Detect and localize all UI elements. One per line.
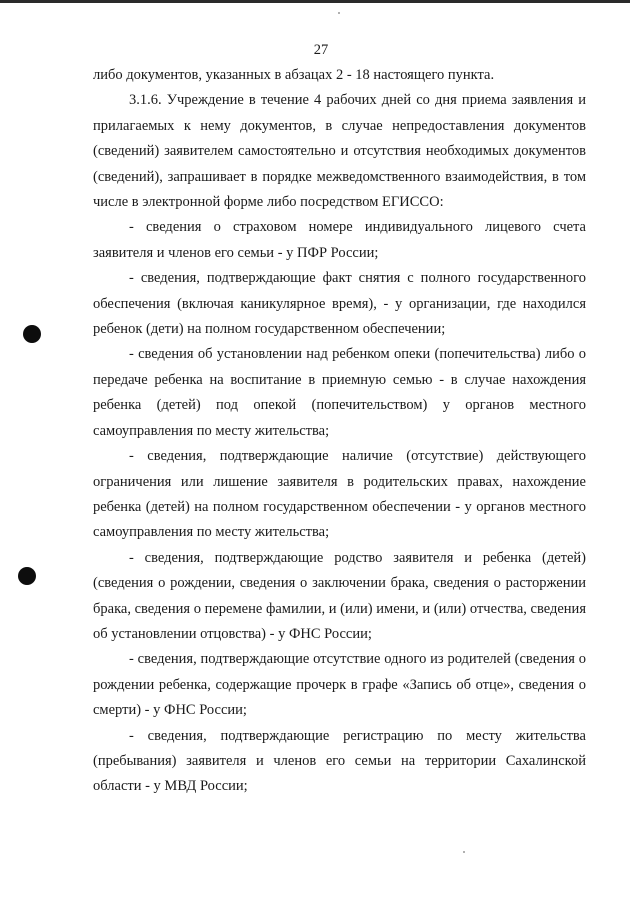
paragraph-continuation: либо документов, указанных в абзацах 2 - 18 настоящего пункта. (93, 67, 495, 83)
document-body (93, 63, 586, 800)
scan-speck (463, 851, 465, 853)
list-item: - сведения о страховом номере индивидуального лицевого счета заявителя и членов его семьи - у ПФР России; (93, 219, 586, 261)
page-number: 27 (313, 42, 329, 58)
scan-edge-rule (0, 0, 630, 3)
binder-hole-mark (23, 325, 41, 343)
list-item: - сведения об установлении над ребенком опеки (попечительства) либо о передаче ребенка на воспитание в приемную семью - в случае нахождения ребенка (детей) под опекой (попечительством) у органов местного самоуправления по месту жительства; (93, 346, 586, 439)
paragraph-clause-3-1-6: 3.1.6. Учреждение в течение 4 рабочих дней со дня приема заявления и прилагаемых к нему документов, в случае непредоставления документов (сведений) заявителем самостоятельно и отсутствия необходимых документов (сведений), запрашивает в порядке межведомственного взаимодействия, в том числе в электронной форме либо посредством ЕГИССО: (93, 92, 586, 211)
list-item: - сведения, подтверждающие отсутствие одного из родителей (сведения о рождении ребенка, содержащие прочерк в графе «Запись об отце», сведения о смерти) - у ФНС России; (93, 651, 586, 719)
list-item: - сведения, подтверждающие факт снятия с полного государственного обеспечения (включая каникулярное время), - у организации, где находился ребенок (дети) на полном государственном обеспечении; (93, 270, 586, 338)
list-item: - сведения, подтверждающие регистрацию по месту жительства (пребывания) заявителя и членов его семьи на территории Сахалинской области - у МВД России; (93, 727, 586, 795)
binder-hole-mark (18, 567, 36, 585)
list-item: - сведения, подтверждающие наличие (отсутствие) действующего ограничения или лишение заявителя в родительских правах, нахождение ребенка (детей) на полном государственном обеспечении - у органов местного самоуправления по месту жительства; (93, 448, 586, 541)
scan-speck (338, 12, 340, 14)
list-item: - сведения, подтверждающие родство заявителя и ребенка (детей) (сведения о рождении, сведения о заключении брака, сведения о расторжении брака, сведения о перемене фамилии, и (или) имени, и (или) отчества, сведения об установлении отцовства) - у ФНС России; (93, 549, 586, 642)
